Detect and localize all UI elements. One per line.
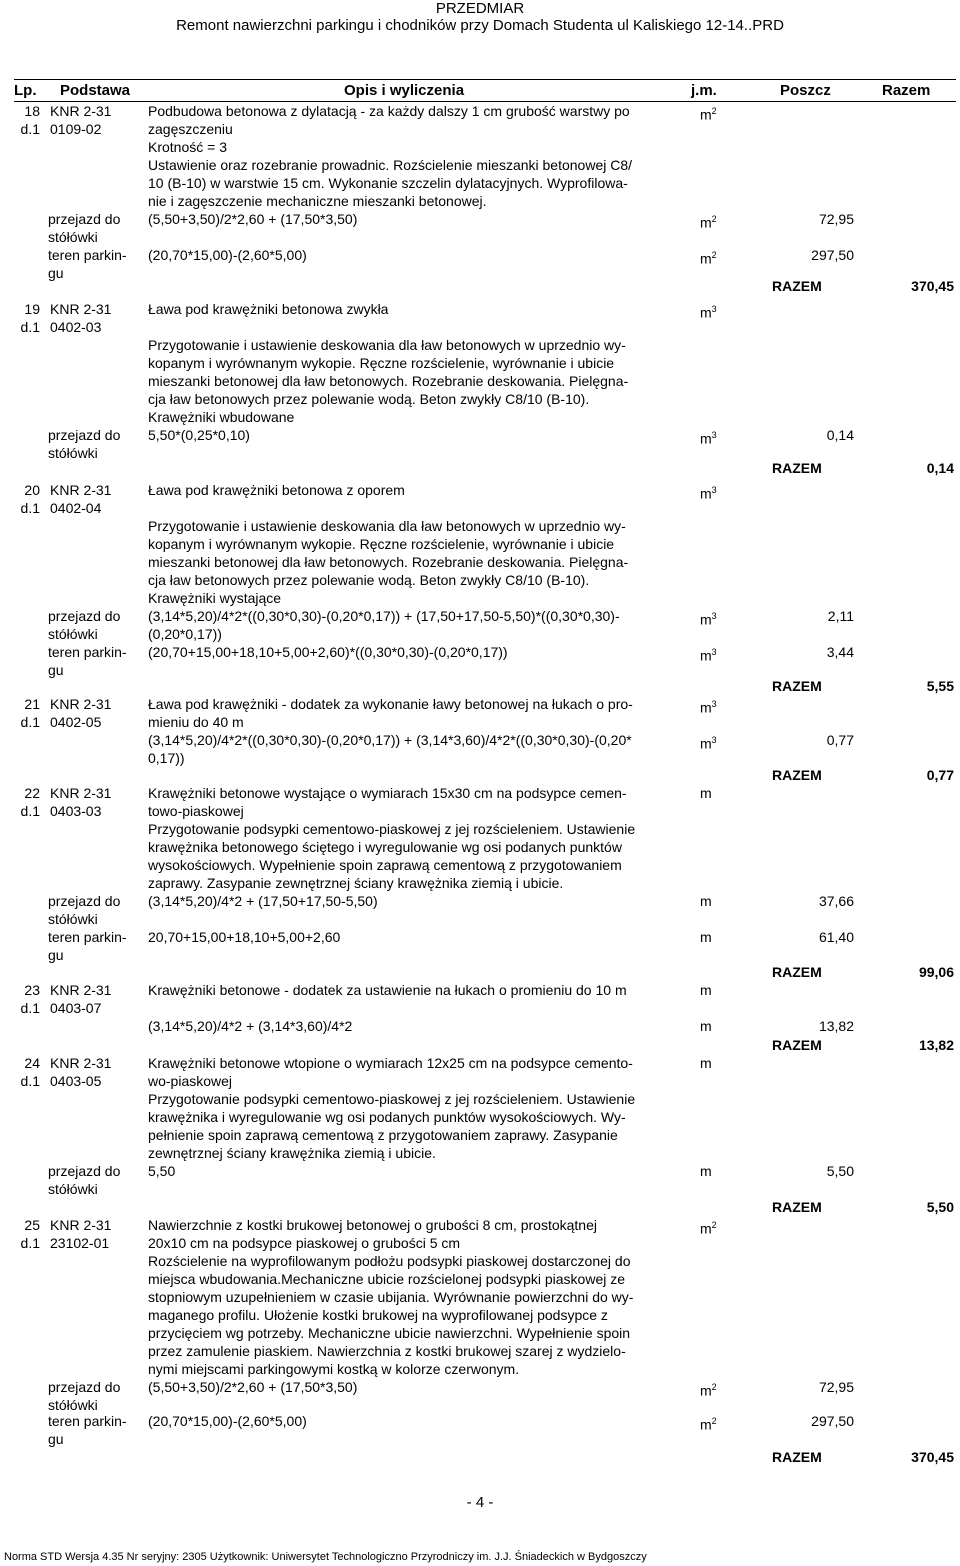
item-number: 25 (24, 1217, 40, 1233)
item-description-line: Krotność = 3 (148, 139, 227, 155)
item-description-line: Krawężniki betonowe wystające o wymiarach 15x30 cm na podsypce cemen- (148, 785, 627, 801)
calc-value: 37,66 (818, 893, 854, 909)
item-description-line: mieniu do 40 m (148, 714, 244, 730)
item-description-line: mieszanki betonowej dla ław betonowych. Rozebranie deskowania. Pielęgna- (148, 554, 629, 570)
item-basis-code: KNR 2-31 (50, 103, 112, 119)
item-description-line: Krawężniki wbudowane (148, 409, 295, 425)
calc-expression: 5,50*(0,25*0,10) (148, 427, 250, 443)
item-description-line: zaprawy. Zasypanie zewnętrznej ściany krawężnika ziemią i ubicie. (148, 875, 564, 891)
item-description-line: krawężnika i wyregulowanie wg osi podanych punktów wysokościowych. Wy- (148, 1109, 626, 1125)
item-description-line: pełnienie spoin zaprawą cementową z przygotowaniem zaprawy. Zasypanie (148, 1127, 618, 1143)
item-description-line: krawężnika betonowego ściętego i wyregulowanie wg osi podanych punktów (148, 839, 622, 855)
item-description-line: kopanym i wyrównanym wykopie. Ręczne rozścielenie, wyrównanie i ubicie (148, 536, 615, 552)
item-description-line: cja ław betonowych przez polewanie wodą. Beton zwykły C8/10 (B-10). (148, 391, 590, 407)
calc-location-label: stółówki (48, 1181, 98, 1197)
razem-label: RAZEM (772, 278, 822, 294)
calc-location-label: przejazd do (48, 427, 121, 443)
razem-value: 370,45 (911, 1449, 954, 1465)
item-basis-code: KNR 2-31 (50, 785, 112, 801)
document-title: PRZEDMIAR (435, 0, 525, 17)
item-description-line: Ława pod krawężniki betonowa zwykła (148, 301, 389, 317)
item-basis-code: KNR 2-31 (50, 696, 112, 712)
item-number-suffix: d.1 (20, 1073, 40, 1089)
calc-location-label: przejazd do (48, 893, 121, 909)
item-basis-number: 0403-05 (50, 1073, 102, 1089)
razem-value: 99,06 (918, 964, 954, 980)
item-description-line: towo-piaskowej (148, 803, 244, 819)
item-unit: m (700, 785, 712, 801)
calc-value: 13,82 (818, 1018, 854, 1034)
item-description-line: nie i zagęszczenie mechaniczne mieszanki betonowej. (148, 193, 487, 209)
calc-value: 0,77 (826, 732, 854, 748)
razem-value: 0,14 (926, 460, 954, 476)
item-number-suffix: d.1 (20, 500, 40, 516)
calc-value: 61,40 (818, 929, 854, 945)
calc-unit: $m^2$ (700, 214, 717, 231)
razem-label: RAZEM (772, 1037, 822, 1053)
item-number-suffix: d.1 (20, 714, 40, 730)
calc-expression: (3,14*5,20)/4*2 + (3,14*3,60)/4*2 (148, 1018, 353, 1034)
column-header-jm: j.m. (691, 82, 717, 99)
item-description-line: stopniowym uzupełnieniem w czasie ubijania. Wyrównanie powierzchni do wy- (148, 1289, 634, 1305)
razem-value: 5,55 (926, 678, 954, 694)
item-description-line: Przygotowanie podsypki cementowo-piaskowej z jej rozścieleniem. Ustawienie (148, 821, 636, 837)
item-number-suffix: d.1 (20, 803, 40, 819)
calc-value: 0,14 (826, 427, 854, 443)
item-basis-number: 0403-03 (50, 803, 102, 819)
razem-value: 370,45 (911, 278, 954, 294)
item-number: 18 (24, 103, 40, 119)
item-basis-code: KNR 2-31 (50, 301, 112, 317)
item-basis-number: 0403-07 (50, 1000, 102, 1016)
item-basis-number: 0109-02 (50, 121, 102, 137)
calc-unit: m (700, 893, 712, 909)
item-unit: m (700, 982, 712, 998)
calc-location-label: gu (48, 1431, 64, 1447)
calc-value: 297,50 (811, 1413, 854, 1429)
calc-expression: 0,17)) (148, 750, 185, 766)
calc-expression: (3,14*5,20)/4*2*((0,30*0,30)-(0,20*0,17)) + (3,14*3,60)/4*2*((0,30*0,30)-(0,20* (148, 732, 632, 748)
item-number: 24 (24, 1055, 40, 1071)
item-unit: m (700, 1055, 712, 1071)
calc-expression: (0,20*0,17)) (148, 626, 222, 642)
calc-location-label: przejazd do (48, 1379, 121, 1395)
calc-unit: $m^3$ (700, 735, 717, 752)
column-header-poszcz: Poszcz (780, 82, 831, 99)
item-description-line: Nawierzchnie z kostki brukowej betonowej o grubości 8 cm, prostokątnej (148, 1217, 597, 1233)
item-basis-code: KNR 2-31 (50, 1055, 112, 1071)
item-description-line: Podbudowa betonowa z dylatacją - za każdy dalszy 1 cm grubość warstwy po (148, 103, 630, 119)
calc-expression: (5,50+3,50)/2*2,60 + (17,50*3,50) (148, 211, 358, 227)
razem-label: RAZEM (772, 460, 822, 476)
calc-expression: 20,70+15,00+18,10+5,00+2,60 (148, 929, 341, 945)
footer-text: Norma STD Wersja 4.35 Nr seryjny: 2305 Użytkownik: Uniwersytet Technologiczno Przyrodniczy im. J.J. Śniadeckich w Bydgoszczy (4, 1551, 647, 1563)
item-description-line: Przygotowanie podsypki cementowo-piaskowej z jej rozścieleniem. Ustawienie (148, 1091, 636, 1107)
item-unit: $m^3$ (700, 699, 717, 716)
column-header-opis: Opis i wyliczenia (344, 82, 465, 99)
calc-value: 5,50 (826, 1163, 854, 1179)
item-description-line: miejsca wbudowania.Mechaniczne ubicie rozścielonej podsypki piaskowej ze (148, 1271, 626, 1287)
calc-location-label: gu (48, 947, 64, 963)
calc-location-label: przejazd do (48, 211, 121, 227)
item-number-suffix: d.1 (20, 121, 40, 137)
item-description-line: nymi miejscami parkingowymi kostką w kolorze czerwonym. (148, 1361, 520, 1377)
item-description-line: cja ław betonowych przez polewanie wodą. Beton zwykły C8/10 (B-10). (148, 572, 590, 588)
razem-value: 13,82 (918, 1037, 954, 1053)
calc-unit: $m^2$ (700, 1382, 717, 1399)
calc-unit: m (700, 929, 712, 945)
item-number: 21 (24, 696, 40, 712)
item-number-suffix: d.1 (20, 319, 40, 335)
item-description-line: Ława pod krawężniki betonowa z oporem (148, 482, 405, 498)
item-description-line: Krawężniki betonowe - dodatek za ustawienie na łukach o promieniu do 10 m (148, 982, 627, 998)
calc-location-label: gu (48, 265, 64, 281)
calc-location-label: gu (48, 662, 64, 678)
item-basis-number: 0402-05 (50, 714, 102, 730)
razem-value: 5,50 (926, 1199, 954, 1215)
item-description-line: przycięciem wg potrzeby. Mechaniczne ubicie nawierzchni. Wypełnienie spoin (148, 1325, 631, 1341)
calc-unit: m (700, 1018, 712, 1034)
item-basis-code: KNR 2-31 (50, 482, 112, 498)
item-unit: $m^3$ (700, 304, 717, 321)
calc-expression: 5,50 (148, 1163, 176, 1179)
item-number-suffix: d.1 (20, 1000, 40, 1016)
calc-expression: (20,70+15,00+18,10+5,00+2,60)*((0,30*0,30)-(0,20*0,17)) (148, 644, 508, 660)
calc-unit: $m^3$ (700, 647, 717, 664)
item-description-line: Ustawienie oraz rozebranie prowadnic. Rozścielenie mieszanki betonowej C8/ (148, 157, 633, 173)
item-description-line: Rozścielenie na wyprofilowanym podłożu podsypki piaskowej dostarczonej do (148, 1253, 631, 1269)
item-unit: $m^2$ (700, 106, 717, 123)
calc-value: 3,44 (826, 644, 854, 660)
item-number-suffix: d.1 (20, 1235, 40, 1251)
item-number: 23 (24, 982, 40, 998)
calc-unit: $m^3$ (700, 611, 717, 628)
calc-value: 2,11 (827, 608, 854, 624)
calc-unit: $m^2$ (700, 250, 717, 267)
document-subtitle: Remont nawierzchni parkingu i chodników przy Domach Studenta ul Kaliskiego 12-14..PRD (176, 17, 784, 34)
razem-label: RAZEM (772, 1449, 822, 1465)
calc-expression: (3,14*5,20)/4*2*((0,30*0,30)-(0,20*0,17)) + (17,50+17,50-5,50)*((0,30*0,30)- (148, 608, 620, 624)
razem-label: RAZEM (772, 678, 822, 694)
item-description-line: 10 (B-10) w warstwie 15 cm. Wykonanie szczelin dylatacyjnych. Wyprofilowa- (148, 175, 628, 191)
calc-expression: (20,70*15,00)-(2,60*5,00) (148, 247, 307, 263)
item-description-line: wo-piaskowej (148, 1073, 233, 1089)
item-number: 20 (24, 482, 40, 498)
page-number: - 4 - (466, 1494, 494, 1511)
calc-location-label: przejazd do (48, 608, 121, 624)
item-description-line: mieszanki betonowej dla ław betonowych. Rozebranie deskowania. Pielęgna- (148, 373, 629, 389)
calc-unit: m (700, 1163, 712, 1179)
item-description-line: Ława pod krawężniki - dodatek za wykonanie ławy betonowej na łukach o pro- (148, 696, 633, 712)
razem-label: RAZEM (772, 767, 822, 783)
calc-unit: $m^3$ (700, 430, 717, 447)
calc-location-label: teren parkin- (48, 1413, 127, 1429)
calc-location-label: teren parkin- (48, 929, 127, 945)
header-bottom-rule (14, 101, 956, 102)
calc-value: 297,50 (811, 247, 854, 263)
column-header-razem: Razem (882, 82, 931, 99)
item-unit: $m^2$ (700, 1220, 717, 1237)
razem-label: RAZEM (772, 964, 822, 980)
column-header-podstawa: Podstawa (60, 82, 131, 99)
item-basis-code: KNR 2-31 (50, 1217, 112, 1233)
item-description-line: kopanym i wyrównanym wykopie. Ręczne rozścielenie, wyrównanie i ubicie (148, 355, 615, 371)
calc-value: 72,95 (818, 211, 854, 227)
item-description-line: 20x10 cm na podsypce piaskowej o grubości 5 cm (148, 1235, 461, 1251)
calc-expression: (5,50+3,50)/2*2,60 + (17,50*3,50) (148, 1379, 358, 1395)
calc-location-label: stółówki (48, 445, 98, 461)
item-description-line: maganego profilu. Ułożenie kostki brukowej na wyprofilowanej podsypce z (148, 1307, 608, 1323)
item-description-line: Krawężniki betonowe wtopione o wymiarach 12x25 cm na podsypce cemento- (148, 1055, 633, 1071)
column-header-lp: Lp. (14, 82, 37, 99)
calc-location-label: teren parkin- (48, 247, 127, 263)
item-description-line: zewnętrznej ściany krawężnika ziemią i ubicie. (148, 1145, 436, 1161)
item-description-line: Przygotowanie i ustawienie deskowania dla ław betonowych w uprzednio wy- (148, 518, 626, 534)
calc-location-label: stółówki (48, 1397, 98, 1413)
calc-location-label: przejazd do (48, 1163, 121, 1179)
calc-location-label: stółówki (48, 229, 98, 245)
calc-value: 72,95 (818, 1379, 854, 1395)
item-description-line: przez zamulenie piaskiem. Nawierzchnia z kostki brukowej szarej z wydzielo- (148, 1343, 626, 1359)
calc-location-label: stółówki (48, 911, 98, 927)
item-basis-number: 23102-01 (50, 1235, 110, 1251)
item-number: 19 (24, 301, 40, 317)
calc-expression: (3,14*5,20)/4*2 + (17,50+17,50-5,50) (148, 893, 378, 909)
item-unit: $m^3$ (700, 485, 717, 502)
item-basis-number: 0402-03 (50, 319, 102, 335)
calc-location-label: teren parkin- (48, 644, 127, 660)
razem-value: 0,77 (926, 767, 954, 783)
item-description-line: wysokościowych. Wypełnienie spoin zaprawą cementową z przygotowaniem (148, 857, 622, 873)
item-basis-code: KNR 2-31 (50, 982, 112, 998)
razem-label: RAZEM (772, 1199, 822, 1215)
item-description-line: Krawężniki wystające (148, 590, 282, 606)
item-basis-number: 0402-04 (50, 500, 102, 516)
item-number: 22 (24, 785, 40, 801)
calc-expression: (20,70*15,00)-(2,60*5,00) (148, 1413, 307, 1429)
item-description-line: zagęszczeniu (148, 121, 233, 137)
calc-location-label: stółówki (48, 626, 98, 642)
calc-unit: $m^2$ (700, 1416, 717, 1433)
item-description-line: Przygotowanie i ustawienie deskowania dla ław betonowych w uprzednio wy- (148, 337, 626, 353)
